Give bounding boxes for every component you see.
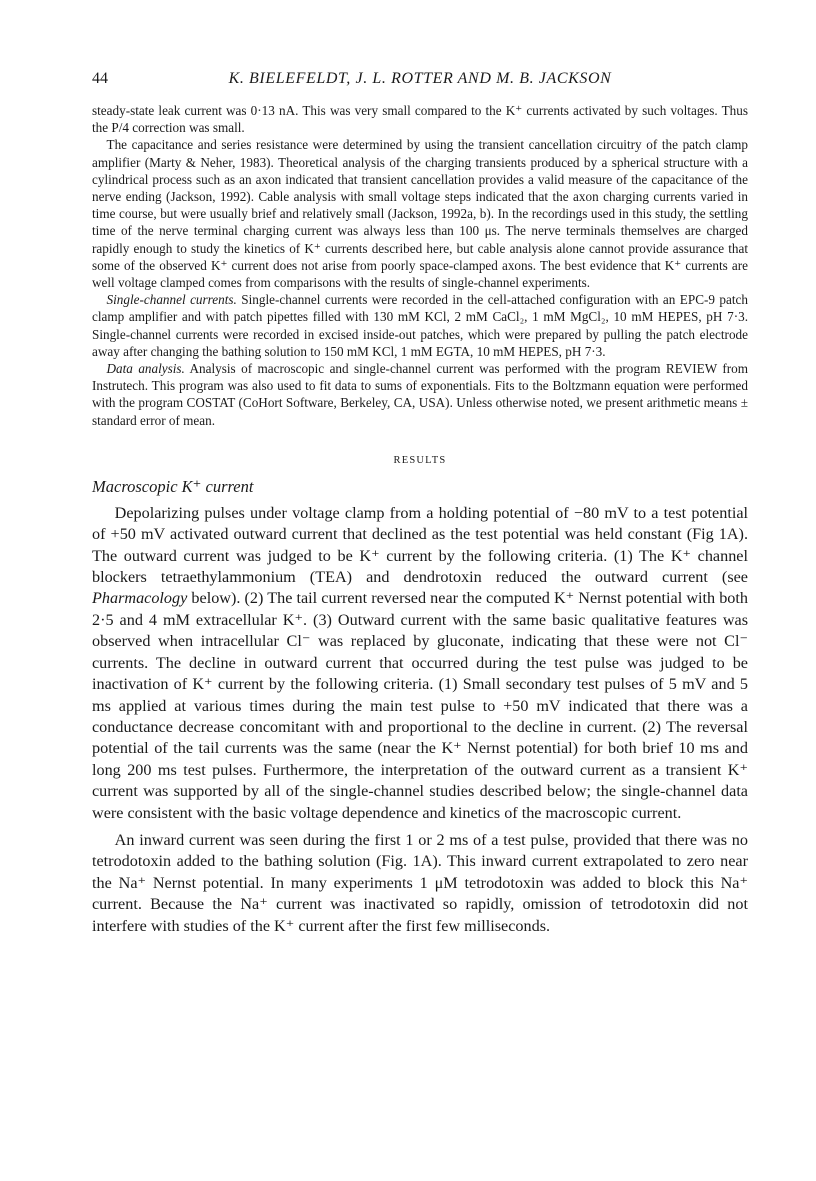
paragraph-text: Analysis of macroscopic and single-channel current was performed with the program REVIEW from Instrutech. This program was also used to fit data to sums of exponentials. Fits to the Boltzmann equation were performed with the program COSTAT (CoHort Software, Berkeley, CA, USA). Unless otherwise noted, we present arithmetic means ± standard error of mean. <box>92 361 748 428</box>
results-section <box>92 503 748 937</box>
paragraph-text: Single-channel currents were recorded in the cell-attached configuration with an EPC-9 patch clamp amplifier and with patch pipettes filled with 130 mM KCl, 2 mM CaCl₂, 1 mM MgCl₂, 10 mM HEPES, pH 7·3. Single-channel currents were recorded in excised inside-out patches, which were prepared by pulling the patch electrode away after changing the bathing solution to 150 mM KCl, 1 mM EGTA, 10 mM HEPES, pH 7·3. <box>92 292 748 359</box>
subsection-heading: Macroscopic K⁺ current <box>92 476 254 496</box>
results-paragraph: An inward current was seen during the first 1 or 2 ms of a test pulse, provided that there was no tetrodotoxin added to the bathing solution (Fig. 1A). This inward current extrapolated to zero near the Na⁺ Nernst potential. In many experiments 1 μM tetrodotoxin was added to block this Na⁺ current. Because the Na⁺ current was inactivated so rapidly, omission of tetrodotoxin did not interfere with studies of the K⁺ current after the first few milliseconds. <box>92 830 748 935</box>
journal-page <box>92 70 748 937</box>
section-heading: RESULTS <box>393 454 447 466</box>
page-header <box>92 70 748 94</box>
methods-paragraph <box>92 291 748 360</box>
methods-paragraph <box>92 360 748 429</box>
methods-section <box>92 102 748 429</box>
cross-reference: Pharmacology <box>92 589 188 608</box>
paragraph-label: Data analysis. <box>106 361 185 377</box>
running-head: K. BIELEFELDT, J. L. ROTTER AND M. B. JACKSON <box>228 70 612 87</box>
methods-paragraph: The capacitance and series resistance were determined by using the transient cancellation circuitry of the patch clamp amplifier (Marty & Neher, 1983). Theoretical analysis of the charging transients produced by a spherical structure with a cylindrical process such as an axon indicated that transient cancellation provides a valid measure of the capacitance of the nerve ending (Jackson, 1992). Cable analysis with small voltage steps indicated that the axon charging currents varied in time course, but were usually brief and relatively small (Jackson, 1992a, b). In the recordings used in this study, the settling time of the nerve terminal charging current was always less than 100 μs. The nerve terminals themselves are charged rapidly enough to study the kinetics of K⁺ currents described here, but cable analysis alone cannot provide assurance that some of the observed K⁺ current does not arise from poorly space-clamped axons. The best evidence that K⁺ currents are well voltage clamped comes from comparisons with the results of single-channel experiments. <box>92 137 748 291</box>
page-number: 44 <box>92 70 108 87</box>
results-paragraph <box>92 503 748 824</box>
paragraph-text: Depolarizing pulses under voltage clamp from a holding potential of −80 mV to a test potential of +50 mV activated outward current that declined as the test potential was held constant (Fig 1A). The outward current was judged to be K⁺ current by the following criteria. (1) The K⁺ channel blockers tetraethylammonium (TEA) and dendrotoxin reduced the outward current (see <box>92 503 748 587</box>
methods-paragraph: steady-state leak current was 0·13 nA. This was very small compared to the K⁺ currents activated by such voltages. Thus the P/4 correction was small. <box>92 103 748 136</box>
paragraph-text: below). (2) The tail current reversed near the computed K⁺ Nernst potential with both 2·5 and 4 mM extracellular K⁺. (3) Outward current with the same basic qualitative features was observed when intracellular Cl⁻ was replaced by gluconate, indicating that these were not Cl⁻ currents. The decline in outward current that occurred during the test pulse was judged to be inactivation of K⁺ current by the following criteria. (1) Small secondary test pulses of 5 mV and 5 ms applied at various times during the main test pulse to +50 mV indicated that there was a conductance decrease concomitant with and proportional to the decline in current. (2) The reversal potential of the tail currents was the same (near the K⁺ Nernst potential) for both brief 10 ms and long 200 ms test pulses. Furthermore, the interpretation of the outward current as a transient K⁺ current was supported by all of the single-channel studies described below; the single-channel data were consistent with the basic voltage dependence and kinetics of the macroscopic current. <box>92 589 748 822</box>
paragraph-label: Single-channel currents. <box>106 292 237 308</box>
